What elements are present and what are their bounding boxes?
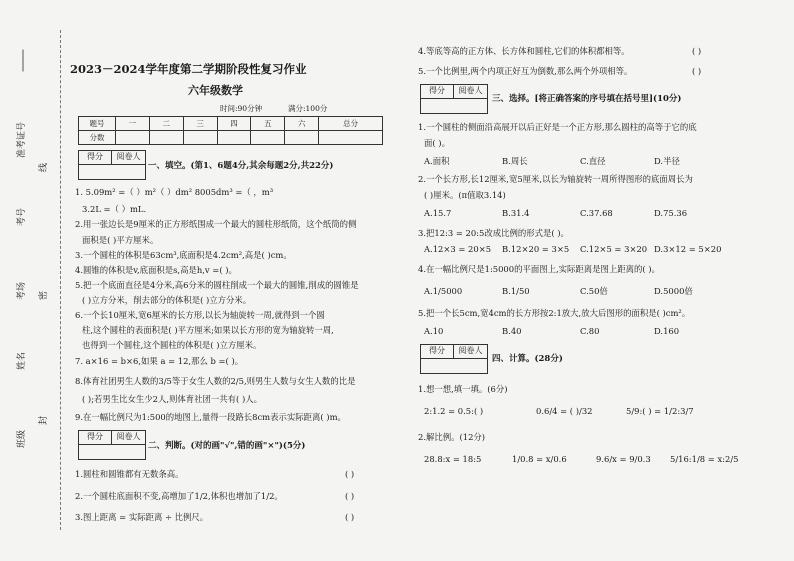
seal-line-label: 线 — [39, 162, 49, 172]
score-cell[interactable] — [183, 131, 217, 145]
choice-1-opt-d[interactable]: D.半径 — [654, 156, 680, 166]
q1-line-b: 3.2L =（ ）mL. — [82, 204, 147, 214]
choice-2-opt-d[interactable]: D.75.36 — [654, 208, 688, 218]
score-cell[interactable] — [285, 131, 319, 145]
col-6: 六 — [285, 117, 319, 131]
section-fill-heading: 一、填空。(第1、6题4分,其余每题2分,共22分) — [148, 161, 334, 171]
calc-2-b: 1/0.8 = x/0.6 — [512, 454, 567, 464]
q1-line-a: 1. 5.09m² =（ ）m²（ ）dm² 8005dm³ =（ ，m³ — [75, 187, 274, 197]
choice-2-opt-a[interactable]: A.15.7 — [424, 208, 452, 218]
seal-bottom-label: 封 — [39, 415, 49, 425]
grader-reviewer-label: 阅卷人 — [116, 432, 141, 441]
choice-4-opt-b[interactable]: B.1/50 — [502, 286, 530, 296]
choice-1-line-a: 1.一个圆柱的侧面沿高展开以后正好是一个正方形,那么圆柱的高等于它的底 — [418, 122, 697, 132]
grader-score-label: 得分 — [421, 345, 454, 358]
q6-line-c: 也得到一个圆柱,这个圆柱的体积是( )立方厘米。 — [82, 340, 262, 350]
paper-subtitle: 六年级数学 — [188, 84, 243, 97]
q7: 7. a×16 = b×6,如果 a = 12,那么 b =( )。 — [75, 356, 244, 366]
exam-room-label: 考号 — [17, 207, 27, 226]
q4: 4.圆锥的体积是v,底面积是s,高是h,v =( )。 — [75, 265, 237, 275]
section-choice-heading: 三、选择。[将正确答案的序号填在括号里](10分) — [492, 94, 682, 104]
score-table — [78, 116, 383, 145]
choice-2-line-a: 2.一个长方形,长12厘米,宽5厘米,以长为轴旋转一周所得图形的底面周长为 — [418, 174, 693, 184]
choice-1-opt-a[interactable]: A.面积 — [424, 156, 450, 166]
score-cell[interactable] — [217, 131, 251, 145]
calc-1-c: 5/9:( ) = 1/2:3/7 — [626, 406, 694, 416]
choice-3-opt-b[interactable]: B.12×20 = 3×5 — [502, 244, 570, 254]
choice-3-opt-d[interactable]: D.3×12 = 5×20 — [654, 244, 722, 254]
choice-5-opt-c[interactable]: C.80 — [580, 326, 600, 336]
score-cell[interactable] — [319, 131, 383, 145]
grader-reviewer-label: 阅卷人 — [116, 152, 141, 161]
seal-divider — [60, 30, 61, 530]
q5-line-b: ( )立方分米，削去部分的体积是( )立方分米。 — [82, 295, 252, 305]
judge-3: 3.图上距离 = 实际距离 ÷ 比例尺。 — [75, 512, 209, 522]
paper-title: 2023－2024学年度第二学期阶段性复习作业 — [70, 62, 307, 76]
judge-4-answer[interactable]: ( ) — [692, 46, 702, 56]
choice-5: 5.把一个长5cm,宽4cm的长方形按2:1放大,放大后图形的面积是( )cm²。 — [418, 308, 691, 318]
time-limit: 时间:90分钟 — [220, 104, 263, 113]
col-3: 三 — [183, 117, 217, 131]
choice-4: 4.在一幅比例尺是1:5000的平面图上,实际距离是图上距离的( )。 — [418, 264, 660, 274]
score-cell[interactable] — [149, 131, 183, 145]
choice-1-opt-b[interactable]: B.周长 — [502, 156, 528, 166]
q6-line-a: 6.一个长10厘米,宽6厘米的长方形,以长为轴旋转一周,就得到一个圆 — [75, 310, 325, 320]
choice-5-opt-b[interactable]: B.40 — [502, 326, 522, 336]
grader-box-1 — [78, 150, 146, 180]
grader-reviewer-label: 阅卷人 — [458, 346, 483, 355]
col-5: 五 — [251, 117, 285, 131]
choice-2-opt-b[interactable]: B.31.4 — [502, 208, 530, 218]
calc-2-a: 28.8:x = 18:5 — [424, 454, 482, 464]
q9: 9.在一幅比例尺为1:500的地图上,量得一段路长8cm表示实际距离( )m。 — [75, 412, 346, 422]
q8-line-a: 8.体育社团男生人数的3/5等于女生人数的2/5,则男生人数与女生人数的比是 — [75, 376, 356, 386]
q3: 3.一个圆柱的体积是63cm³,底面积是4.2cm²,高是( )cm。 — [75, 250, 292, 260]
choice-3-opt-a[interactable]: A.12×3 = 20×5 — [424, 244, 492, 254]
judge-1-answer[interactable]: ( ) — [345, 469, 355, 479]
judge-2: 2.一个圆柱底面积不变,高增加了1/2,体积也增加了1/2。 — [75, 491, 283, 501]
q2-line-b: 面积是( )平方厘米。 — [82, 235, 159, 245]
choice-1-opt-c[interactable]: C.直径 — [580, 156, 606, 166]
calc-2-d: 5/16:1/8 = x:2/5 — [670, 454, 739, 464]
choice-4-opt-a[interactable]: A.1/5000 — [424, 286, 463, 296]
choice-1-line-b: 面( )。 — [424, 138, 450, 148]
choice-5-opt-a[interactable]: A.10 — [424, 326, 444, 336]
name-label: 姓名 — [17, 351, 27, 370]
judge-1: 1.圆柱和圆锥都有无数条高。 — [75, 469, 184, 479]
choice-3: 3.把12:3 = 20:5改成比例的形式是( )。 — [418, 228, 569, 238]
section-judge-heading: 二、判断。(对的画"√",错的画"×")(5分) — [148, 441, 306, 451]
binding-strip — [0, 0, 60, 561]
score-cell[interactable] — [116, 131, 150, 145]
q8-line-b: ( );若男生比女生少2人,则体育社团一共有( )人。 — [82, 394, 262, 404]
score-cell[interactable] — [251, 131, 285, 145]
choice-4-opt-c[interactable]: C.50倍 — [580, 286, 608, 296]
calc-2-heading: 2.解比例。(12分) — [418, 432, 486, 442]
judge-2-answer[interactable]: ( ) — [345, 491, 355, 501]
judge-4: 4.等底等高的正方体、长方体和圆柱,它们的体积都相等。 — [418, 46, 630, 56]
seal-top-label: 密 — [39, 290, 49, 300]
calc-1-a: 2:1.2 = 0.5:( ) — [424, 406, 484, 416]
grader-box-4 — [420, 344, 488, 374]
class-label: 班级 — [17, 429, 27, 448]
q6-line-b: 柱,这个圆柱的表面积是( )平方厘米;如果以长方形的宽为轴旋转一周, — [82, 325, 334, 335]
judge-5: 5.一个比例里,两个内项正好互为倒数,那么两个外项相等。 — [418, 66, 633, 76]
row-label-score: 分数 — [79, 131, 116, 145]
grader-score-label: 得分 — [421, 85, 454, 98]
col-2: 二 — [149, 117, 183, 131]
col-4: 四 — [217, 117, 251, 131]
choice-5-opt-d[interactable]: D.160 — [654, 326, 680, 336]
section-calc-heading: 四、计算。(28分) — [492, 354, 563, 364]
grader-score-label: 得分 — [79, 431, 112, 444]
grader-score-label: 得分 — [79, 151, 112, 164]
judge-3-answer[interactable]: ( ) — [345, 512, 355, 522]
calc-1-b: 0.6/4 = ( )/32 — [536, 406, 593, 416]
col-total: 总分 — [319, 117, 383, 131]
calc-2-c: 9.6/x = 9/0.3 — [596, 454, 651, 464]
choice-2-opt-c[interactable]: C.37.68 — [580, 208, 613, 218]
q2-line-a: 2.用一张边长是9厘米的正方形纸围成一个最大的圆柱形纸筒，这个纸筒的侧 — [75, 219, 357, 229]
row-label-question: 题号 — [79, 117, 116, 131]
grader-reviewer-label: 阅卷人 — [458, 86, 483, 95]
admission-label: 准考证号 — [17, 121, 27, 158]
q5-line-a: 5.把一个底面直径是4分米,高6分米的圆柱削成一个最大的圆锥,削成的圆锥是 — [75, 280, 359, 290]
grader-box-2 — [78, 430, 146, 460]
full-score: 满分:100分 — [288, 104, 328, 113]
choice-4-opt-d[interactable]: D.5000倍 — [654, 286, 693, 296]
choice-3-opt-c[interactable]: C.12×5 = 3×20 — [580, 244, 648, 254]
grader-box-3 — [420, 84, 488, 114]
calc-1-heading: 1.想一想,填一填。(6分) — [418, 384, 508, 394]
fill-line — [23, 50, 24, 72]
choice-2-line-b: ( )厘米。(π值取3.14) — [424, 190, 506, 200]
venue-label: 考场 — [17, 281, 27, 300]
judge-5-answer[interactable]: ( ) — [692, 66, 702, 76]
col-1: 一 — [116, 117, 150, 131]
